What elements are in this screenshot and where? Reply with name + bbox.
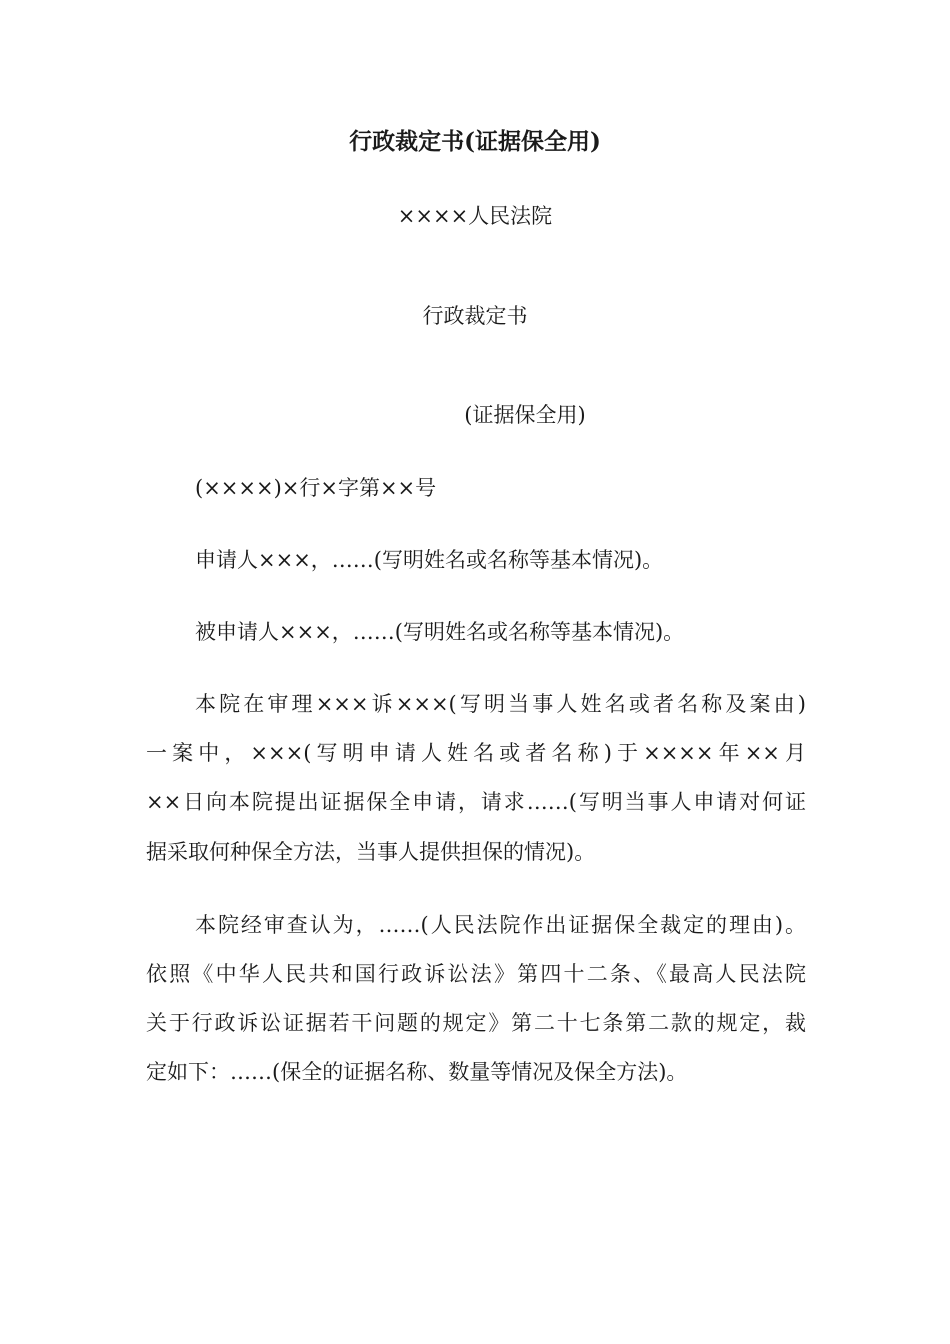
- paragraph-line: 据采取何种保全方法，当事人提供担保的情况)。: [146, 840, 596, 864]
- paragraph-line: 一案中，×××(写明申请人姓名或者名称)于××××年××月: [146, 741, 806, 765]
- case-number: (××××)×行×字第××号: [195, 476, 437, 500]
- document-title: 行政裁定书(证据保全用): [349, 128, 601, 155]
- paragraph-line: 定如下：……(保全的证据名称、数量等情况及保全方法)。: [146, 1060, 688, 1084]
- document-subtitle: 行政裁定书: [422, 304, 528, 328]
- document-usage-note: (证据保全用): [464, 403, 586, 427]
- respondent-line: 被申请人×××，……(写明姓名或名称等基本情况)。: [195, 620, 685, 644]
- paragraph-line: 本院在审理×××诉×××(写明当事人姓名或者名称及案由): [195, 692, 806, 716]
- paragraph-line: ××日向本院提出证据保全申请，请求……(写明当事人申请对何证: [146, 790, 806, 814]
- court-name: ××××人民法院: [397, 204, 553, 228]
- applicant-line: 申请人×××，……(写明姓名或名称等基本情况)。: [195, 548, 664, 572]
- paragraph-line: 依照《中华人民共和国行政诉讼法》第四十二条、《最高人民法院: [146, 962, 806, 986]
- paragraph-line: 关于行政诉讼证据若干问题的规定》第二十七条第二款的规定，裁: [146, 1011, 806, 1035]
- paragraph-line: 本院经审查认为，……(人民法院作出证据保全裁定的理由)。: [195, 913, 806, 937]
